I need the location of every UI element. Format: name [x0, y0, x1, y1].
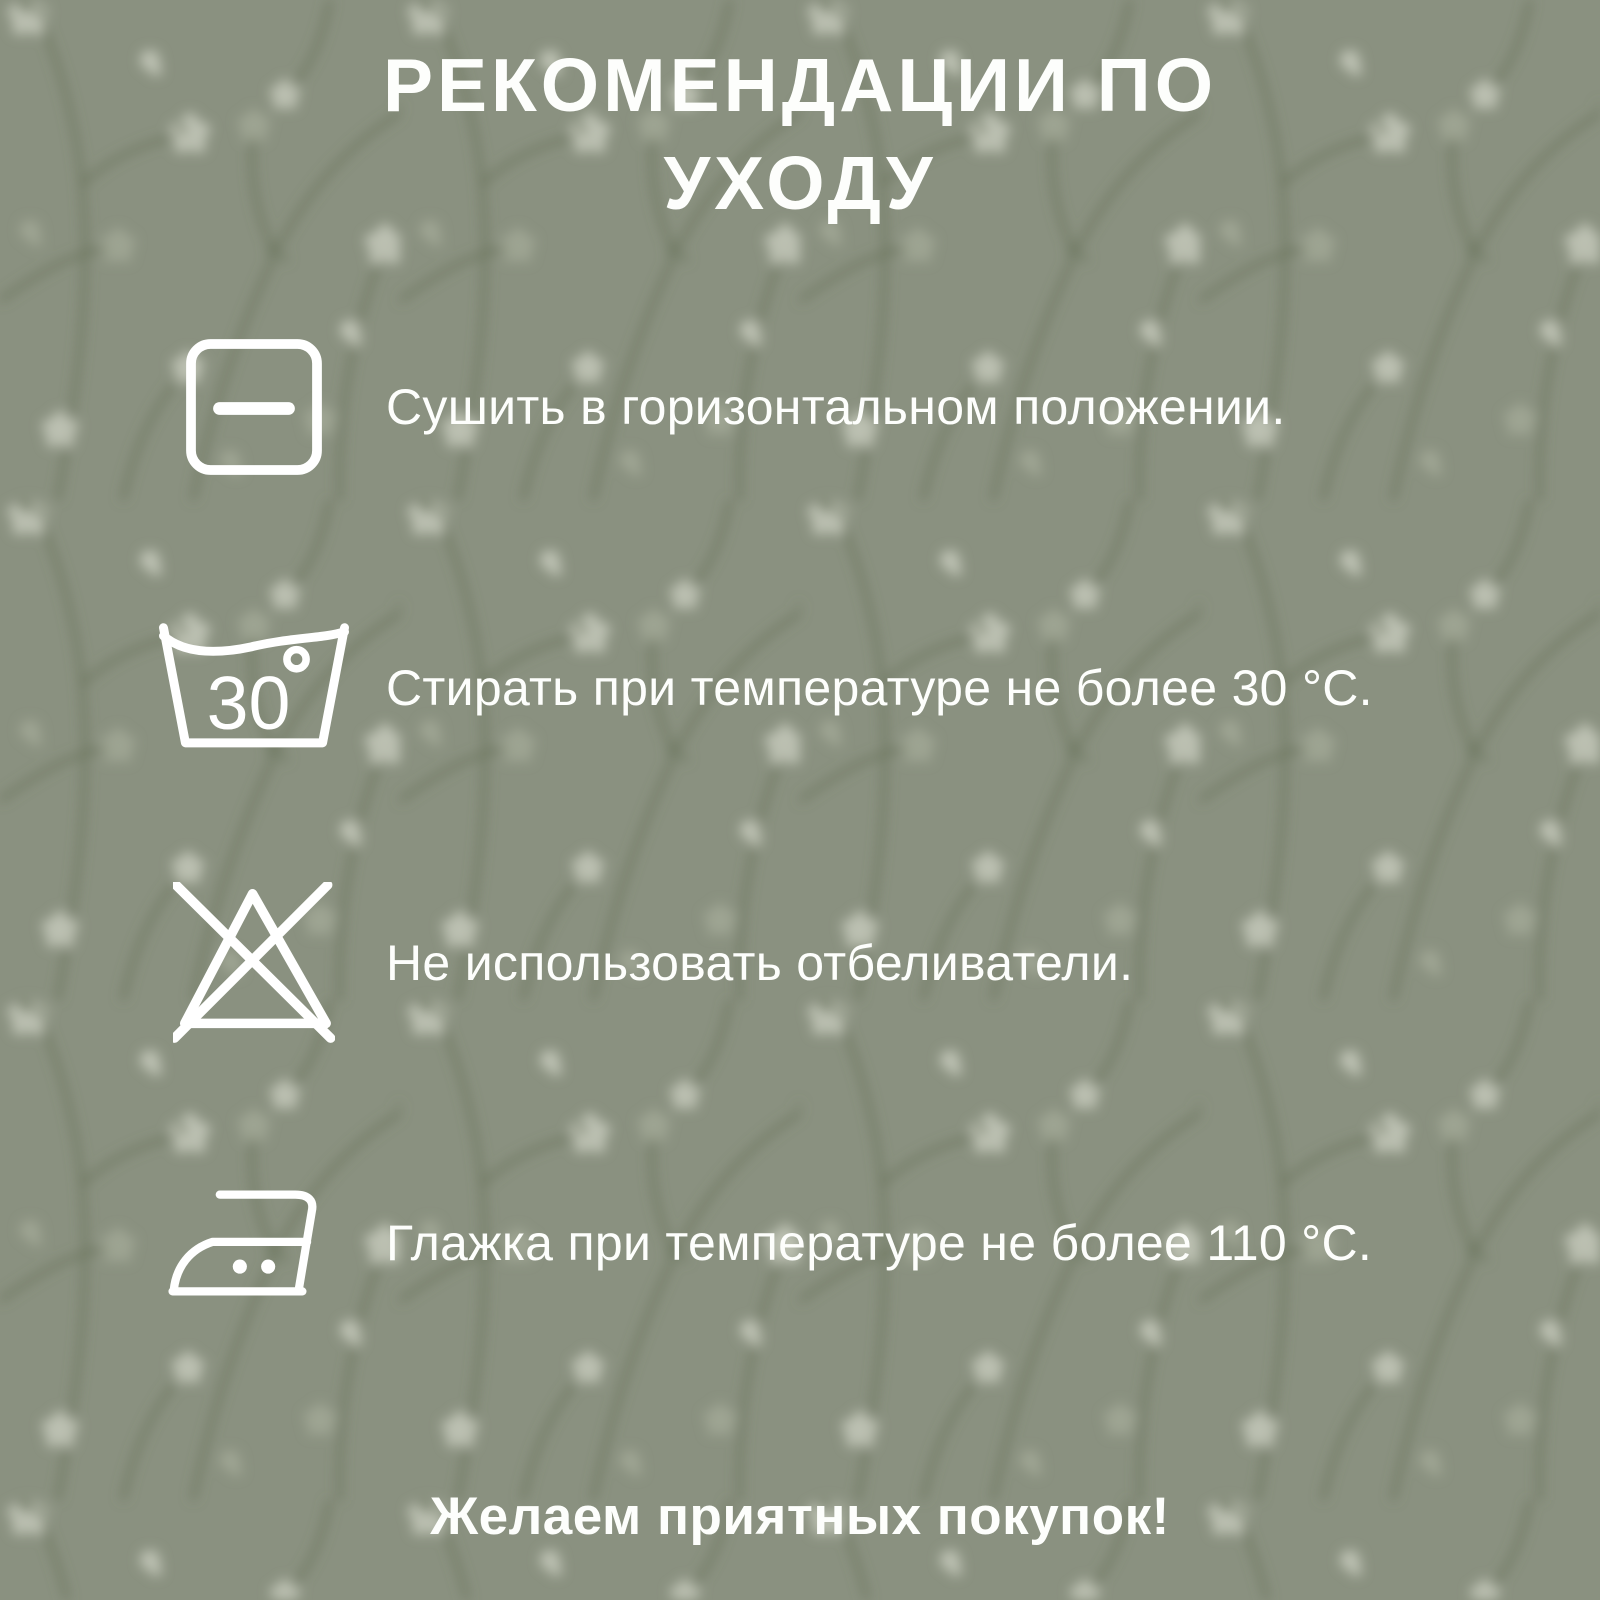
footer-message: Желаем приятных покупок!: [430, 1487, 1170, 1546]
care-item-label: Сушить в горизонтальном положении.: [386, 379, 1286, 435]
wash-temperature-label: 30: [206, 661, 291, 746]
page-title: РЕКОМЕНДАЦИИ ПО УХОДУ: [382, 43, 1218, 226]
wash-30-icon: [148, 619, 360, 757]
care-item-label: Стирать при температуре не более 30 °C.: [386, 660, 1373, 716]
care-item-row: [148, 608, 1560, 768]
care-item-row: [148, 327, 1560, 487]
no-bleach-icon: [148, 882, 360, 1044]
iron-110-icon: [148, 1184, 360, 1302]
care-item-row: [148, 1163, 1560, 1323]
care-item-label: Глажка при температуре не более 110 °C.: [386, 1215, 1373, 1271]
dry-flat-icon: [148, 332, 360, 482]
care-item-row: [148, 883, 1560, 1043]
care-item-label: Не использовать отбеливатели.: [386, 935, 1134, 991]
